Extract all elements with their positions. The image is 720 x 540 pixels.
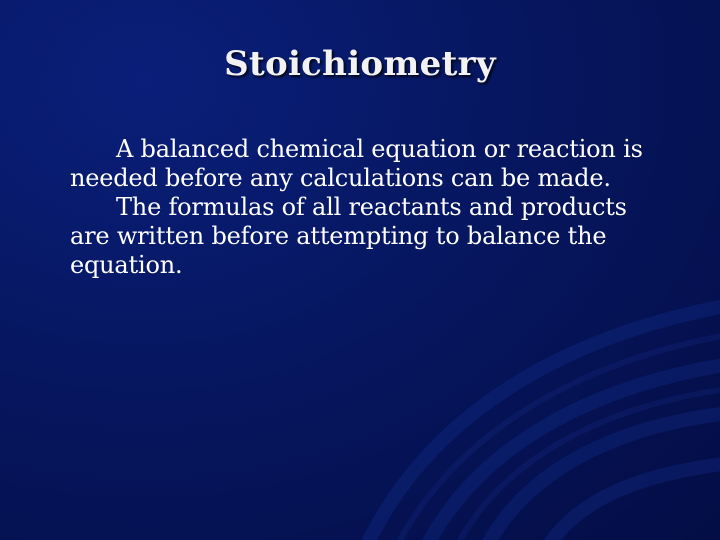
slide-body bbox=[70, 135, 670, 280]
body-paragraph: A balanced chemical equation or reaction is needed before any calculations can be made. bbox=[70, 135, 643, 192]
body-paragraph: The formulas of all reactants and products are written before attempting to balance the equation. bbox=[70, 193, 627, 279]
slide-title: Stoichiometry bbox=[224, 44, 496, 84]
